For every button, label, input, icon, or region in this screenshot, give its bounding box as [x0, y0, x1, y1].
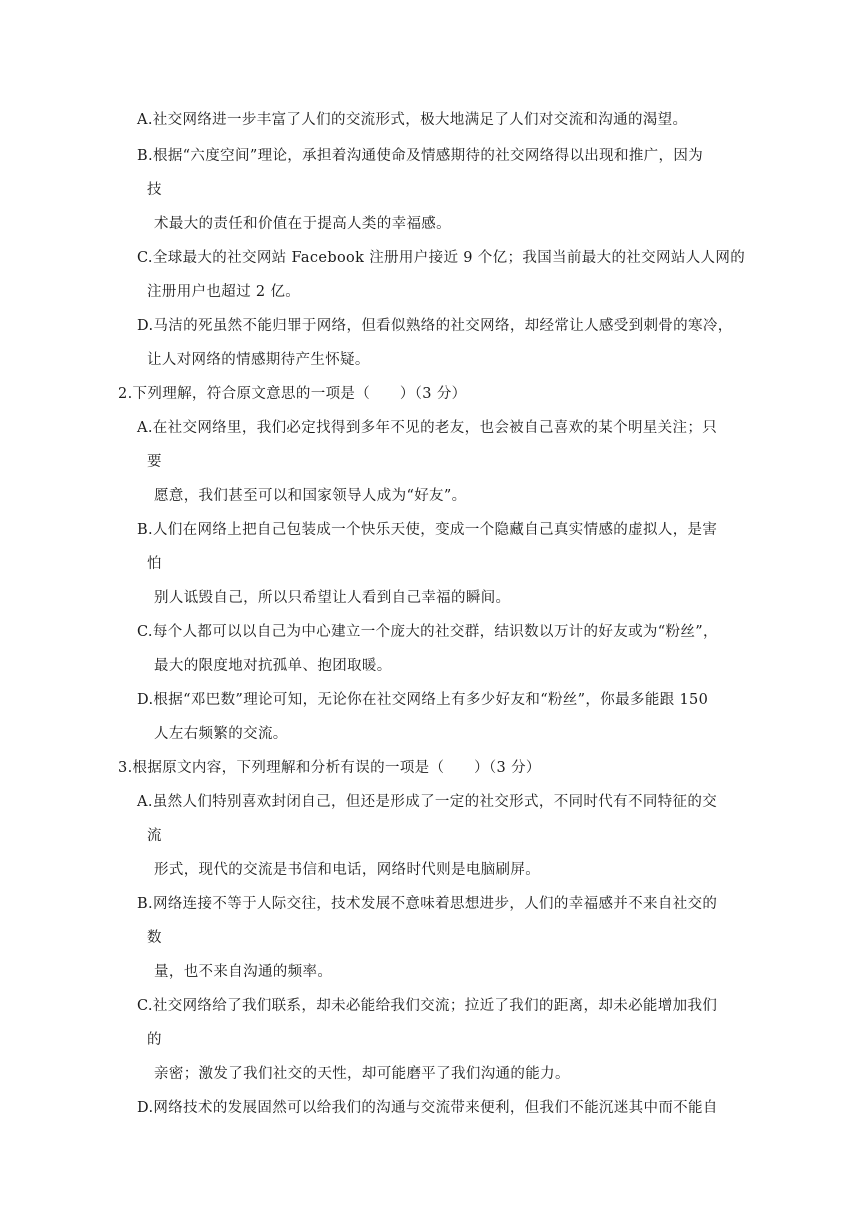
q2-option-a-line-2: 要 — [147, 454, 162, 470]
q3-option-a-line-1: A.虽然人们特别喜欢封闭自己，但还是形成了一定的社交形式，不同时代有不同特征的交 — [137, 794, 718, 810]
q3-option-a-line-3: 形式，现代的交流是书信和电话，网络时代则是电脑刷屏。 — [154, 862, 541, 878]
q2-option-c-line-1: C.每个人都可以以自己为中心建立一个庞大的社交群，结识数以万计的好友或为“粉丝”， — [137, 624, 718, 640]
q3-option-b-line-1: B.网络连接不等于人际交往，技术发展不意味着思想进步，人们的幸福感并不来自社交的 — [137, 896, 718, 912]
question-3-stem: 3.根据原文内容，下列理解和分析有误的一项是（ ）（3 分） — [118, 760, 541, 776]
q2-option-b-line-3: 别人诋毁自己，所以只希望让人看到自己幸福的瞬间。 — [154, 590, 511, 606]
q2-option-a-line-1: A.在社交网络里，我们必定找得到多年不见的老友，也会被自己喜欢的某个明星关注；只 — [137, 420, 718, 436]
q1-option-b-line-2: 技 — [147, 182, 162, 198]
q2-option-c-line-2: 最大的限度地对抗孤单、抱团取暖。 — [154, 658, 392, 674]
q3-option-a-line-2: 流 — [147, 828, 162, 844]
question-2-stem: 2.下列理解，符合原文意思的一项是（ ）（3 分） — [118, 386, 467, 402]
q1-option-a-line-1: A.社交网络进一步丰富了人们的交流形式，极大地满足了人们对交流和沟通的渴望。 — [137, 112, 688, 128]
q3-option-c-line-2: 的 — [147, 1032, 162, 1048]
q2-option-d-line-2: 人左右频繁的交流。 — [154, 726, 288, 742]
q3-option-d-line-1: D.网络技术的发展固然可以给我们的沟通与交流带来便利，但我们不能沉迷其中而不能自 — [137, 1100, 718, 1116]
q1-option-c-line-2: 注册用户也超过 2 亿。 — [147, 284, 301, 300]
q1-option-d-line-1: D.马洁的死虽然不能归罪于网络，但看似熟络的社交网络，却经常让人感受到刺骨的寒冷， — [137, 318, 733, 334]
q3-option-b-line-2: 数 — [147, 930, 162, 946]
q1-option-b-line-1: B.根据“六度空间”理论，承担着沟通使命及情感期待的社交网络得以出现和推广，因为 — [137, 148, 704, 164]
q1-option-c-line-1: C.全球最大的社交网站 Facebook 注册用户接近 9 个亿；我国当前最大的社交网站人人网的 — [137, 250, 746, 266]
q2-option-d-line-1: D.根据“邓巴数”理论可知，无论你在社交网络上有多少好友和“粉丝”，你最多能跟 150 — [137, 692, 709, 708]
q2-option-a-line-3: 愿意，我们甚至可以和国家领导人成为“好友”。 — [154, 488, 467, 504]
q3-option-c-line-3: 亲密；激发了我们社交的天性，却可能磨平了我们沟通的能力。 — [154, 1066, 570, 1082]
q1-option-d-line-2: 让人对网络的情感期待产生怀疑。 — [147, 352, 370, 368]
q3-option-c-line-1: C.社交网络给了我们联系，却未必能给我们交流；拉近了我们的距离，却未必能增加我们 — [137, 998, 718, 1014]
q3-option-b-line-3: 量，也不来自沟通的频率。 — [154, 964, 333, 980]
q2-option-b-line-2: 怕 — [147, 556, 162, 572]
q1-option-b-line-3: 术最大的责任和价值在于提高人类的幸福感。 — [154, 216, 451, 232]
q2-option-b-line-1: B.人们在网络上把自己包装成一个快乐天使，变成一个隐藏自己真实情感的虚拟人，是害 — [137, 522, 718, 538]
